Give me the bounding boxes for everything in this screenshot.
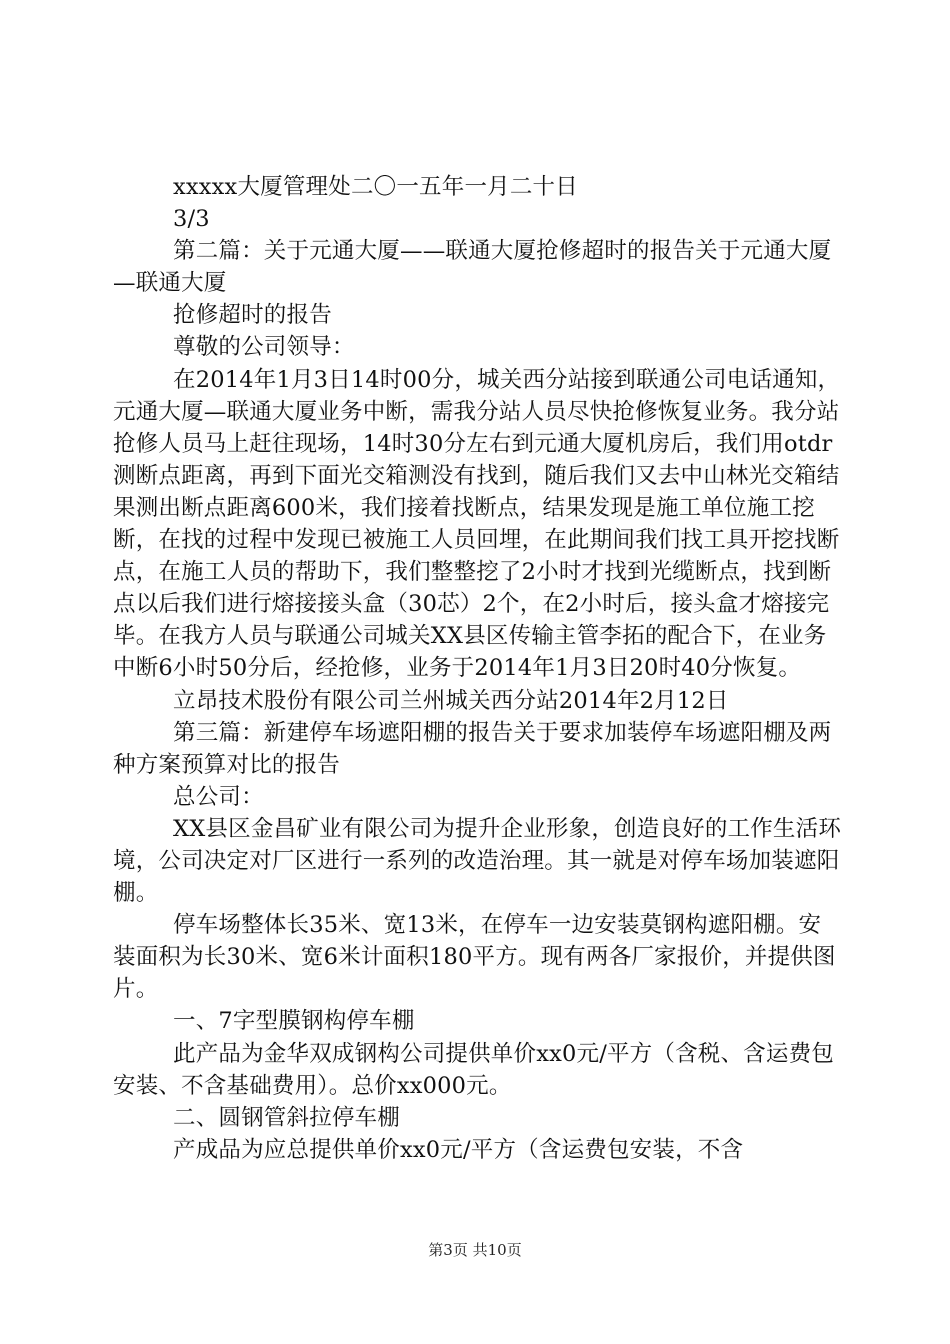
paragraph-repair-narrative: 在2014年1月3日14时00分，城关西分站接到联通公司电话通知，元通大厦—联通大厦业务中断，需我分站人员尽快抢修恢复业务。我分站抢修人员马上赶往现场，14时30分左右到元通大厦机房后，我们用otdr测断点距离，再到下面光交箱测没有找到，随后我们又去中山林光交箱结果测出断点距离600米，我们接着找断点，结果发现是施工单位施工挖断，在找的过程中发现已被施工人员回埋，在此期间我们找工具开挖找断点，在施工人员的帮助下，我们整整挖了2小时才找到光缆断点，找到断点以后我们进行熔接接头盒（30芯）2个，在2小时后，接头盒才熔接完毕。在我方人员与联通公司城关XX县区传输主管李拓的配合下，在业务中断6小时50分后，经抢修，业务于2014年1月3日20时40分恢复。	[113, 366, 841, 682]
paragraph-part2-subtitle: 抢修超时的报告	[173, 302, 332, 329]
document-body	[113, 171, 843, 1166]
paragraph-dimensions: 停车场整体长35米、宽13米，在停车一边安装莫钢构遮阳棚。安装面积为长30米、宽6米计面积180平方。现有两各厂家报价，并提供图片。	[113, 912, 836, 1003]
paragraph-option-one-heading: 一、7字型膜钢构停车棚	[173, 1008, 415, 1035]
paragraph-option-two-heading: 二、圆钢管斜拉停车棚	[173, 1104, 401, 1131]
page-footer: 第3页 共10页	[428, 1241, 522, 1259]
paragraph-part2-title: 第二篇：关于元通大厦——联通大厦抢修超时的报告关于元通大厦—联通大厦	[113, 238, 832, 297]
paragraph-part3-title: 第三篇：新建停车场遮阳棚的报告关于要求加装停车场遮阳棚及两种方案预算对比的报告	[113, 719, 832, 778]
paragraph-company-signature: 立昂技术股份有限公司兰州城关西分站2014年2月12日	[173, 687, 729, 714]
paragraph-addressee: 总公司：	[173, 783, 264, 810]
paragraph-option-one-detail: 此产品为金华双成钢构公司提供单价xx0元/平方（含税、含运费包安装、不含基础费用）。总价xx000元。	[113, 1040, 834, 1099]
paragraph-page-fraction: 3/3	[173, 206, 210, 233]
paragraph-salutation: 尊敬的公司领导：	[173, 334, 355, 361]
paragraph-signature-date: xxxxx大厦管理处二〇一五年一月二十日	[173, 174, 578, 200]
paragraph-option-two-detail: 产成品为应总提供单价xx0元/平方（含运费包安装，不含	[173, 1136, 744, 1163]
paragraph-background: XX县区金昌矿业有限公司为提升企业形象，创造良好的工作生活环境，公司决定对厂区进行一系列的改造治理。其一就是对停车场加装遮阳棚。	[113, 815, 842, 907]
